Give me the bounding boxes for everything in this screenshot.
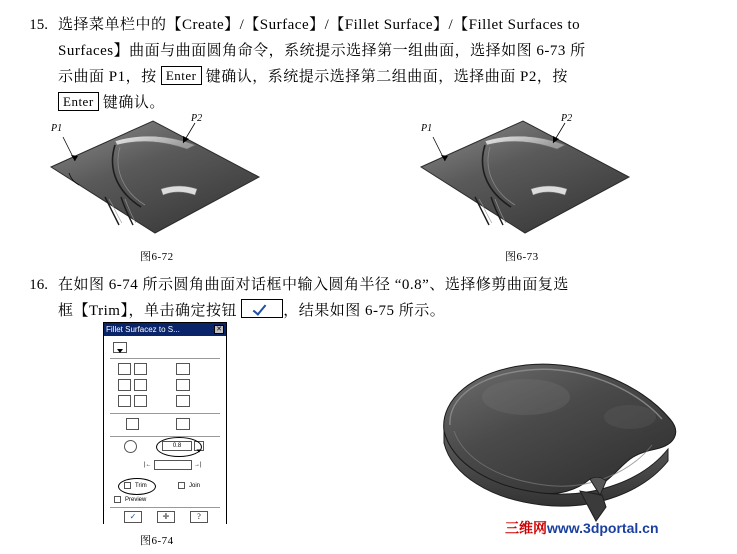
step-15-line-3-text: 示曲面 P1，按: [58, 69, 161, 85]
surface-type-button-1[interactable]: [118, 363, 131, 375]
dimension-right-arrow: →|: [194, 462, 202, 468]
dialog-separator-3: [110, 436, 220, 437]
dialog-title-bar: [104, 323, 226, 336]
check-button-icon: [241, 299, 283, 318]
cancel-button[interactable]: ✛: [157, 511, 175, 523]
home-button[interactable]: [126, 418, 139, 430]
dialog-separator-1: [110, 358, 220, 359]
watermark-red-text: 三维网: [505, 520, 547, 536]
surface-select-button-1[interactable]: [176, 363, 190, 375]
list-button[interactable]: [176, 418, 190, 430]
step-16-line-2-tail: ，结果如图 6-75 所示。: [283, 303, 446, 319]
surface-select-button-3[interactable]: [176, 395, 190, 407]
surface-type-button-6[interactable]: [134, 395, 147, 407]
step-16-line-2-text: 框【Trim】，单击确定按钮: [58, 303, 242, 319]
dialog-separator-2: [110, 413, 220, 414]
figure-6-72-label-p1: P1: [51, 123, 63, 134]
figure-6-75: [430, 345, 700, 530]
figure-6-75-graphic: [430, 345, 700, 530]
step-15-number: 15.: [29, 17, 48, 33]
step-16-body: [58, 272, 569, 324]
step-15-line-3: [58, 64, 586, 90]
dialog-close-button[interactable]: ✕: [214, 325, 224, 334]
caption-figure-6-73: 图6-73: [505, 251, 539, 263]
radius-input[interactable]: 0.8: [162, 441, 192, 451]
fillet-surfaces-dialog[interactable]: [103, 322, 227, 524]
step-15-line-2: Surfaces】曲面与曲面圆角命令，系统提示选择第一组曲面，选择如图 6-73 所: [58, 43, 586, 59]
caption-figure-6-72: 图6-72: [140, 251, 174, 263]
trim-label: Trim: [135, 483, 147, 489]
dialog-body: [104, 336, 226, 524]
enter-key-2: Enter: [58, 92, 99, 111]
enter-key-1: Enter: [161, 66, 202, 85]
dialog-separator-4: [110, 507, 220, 508]
join-label: Join: [189, 483, 201, 489]
surface-type-button-3[interactable]: [118, 379, 131, 391]
figure-6-72: [45, 115, 265, 240]
caption-figure-6-74: 图6-74: [140, 535, 174, 547]
preview-checkbox[interactable]: [114, 496, 121, 503]
radius-mode-icon[interactable]: [124, 440, 137, 453]
radius-highlight-ellipse: [156, 437, 202, 457]
figure-6-73: [415, 115, 635, 240]
figure-6-72-label-p2: P2: [191, 113, 203, 124]
surface-type-button-2[interactable]: [134, 363, 147, 375]
figure-6-73-label-p1: P1: [421, 123, 433, 134]
dimension-field[interactable]: [154, 460, 192, 470]
step-15-line-1: 选择菜单栏中的【Create】/【Surface】/【Fillet Surface】/【Fillet Surfaces to: [58, 17, 581, 33]
join-checkbox[interactable]: [178, 482, 185, 489]
help-button[interactable]: ?: [190, 511, 208, 523]
step-16-number: 16.: [29, 277, 48, 293]
watermark-blue-text: www.3dportal.cn: [547, 520, 659, 536]
ok-button[interactable]: ✓: [124, 511, 142, 523]
dialog-dropdown-button[interactable]: [113, 342, 127, 353]
figure-6-72-graphic: [45, 115, 265, 240]
trim-highlight-ellipse: [118, 478, 156, 495]
step-15-line-3-tail: 键确认，系统提示选择第二组曲面，选择曲面 P2，按: [201, 69, 568, 85]
dialog-title-text: Fillet Surfacez to S...: [106, 325, 180, 334]
preview-label: Preview: [125, 497, 147, 503]
step-15-line-4: [58, 90, 586, 116]
step-15-line-4-tail: 键确认。: [98, 95, 165, 111]
step-16-line-1: 在如图 6-74 所示圆角曲面对话框中输入圆角半径 “0.8”、选择修剪曲面复选: [58, 277, 569, 293]
step-16-line-2: [58, 298, 569, 324]
watermark: [505, 518, 659, 538]
step-15-body: [58, 12, 586, 116]
step-16: [14, 272, 704, 324]
surface-type-button-5[interactable]: [118, 395, 131, 407]
dimension-left-arrow: |←: [144, 462, 152, 468]
figure-6-73-label-p2: P2: [561, 113, 573, 124]
chevron-down-icon: [114, 347, 126, 356]
figure-6-73-graphic: [415, 115, 635, 240]
surface-type-button-4[interactable]: [134, 379, 147, 391]
step-15: [14, 12, 704, 116]
surface-select-button-2[interactable]: [176, 379, 190, 391]
